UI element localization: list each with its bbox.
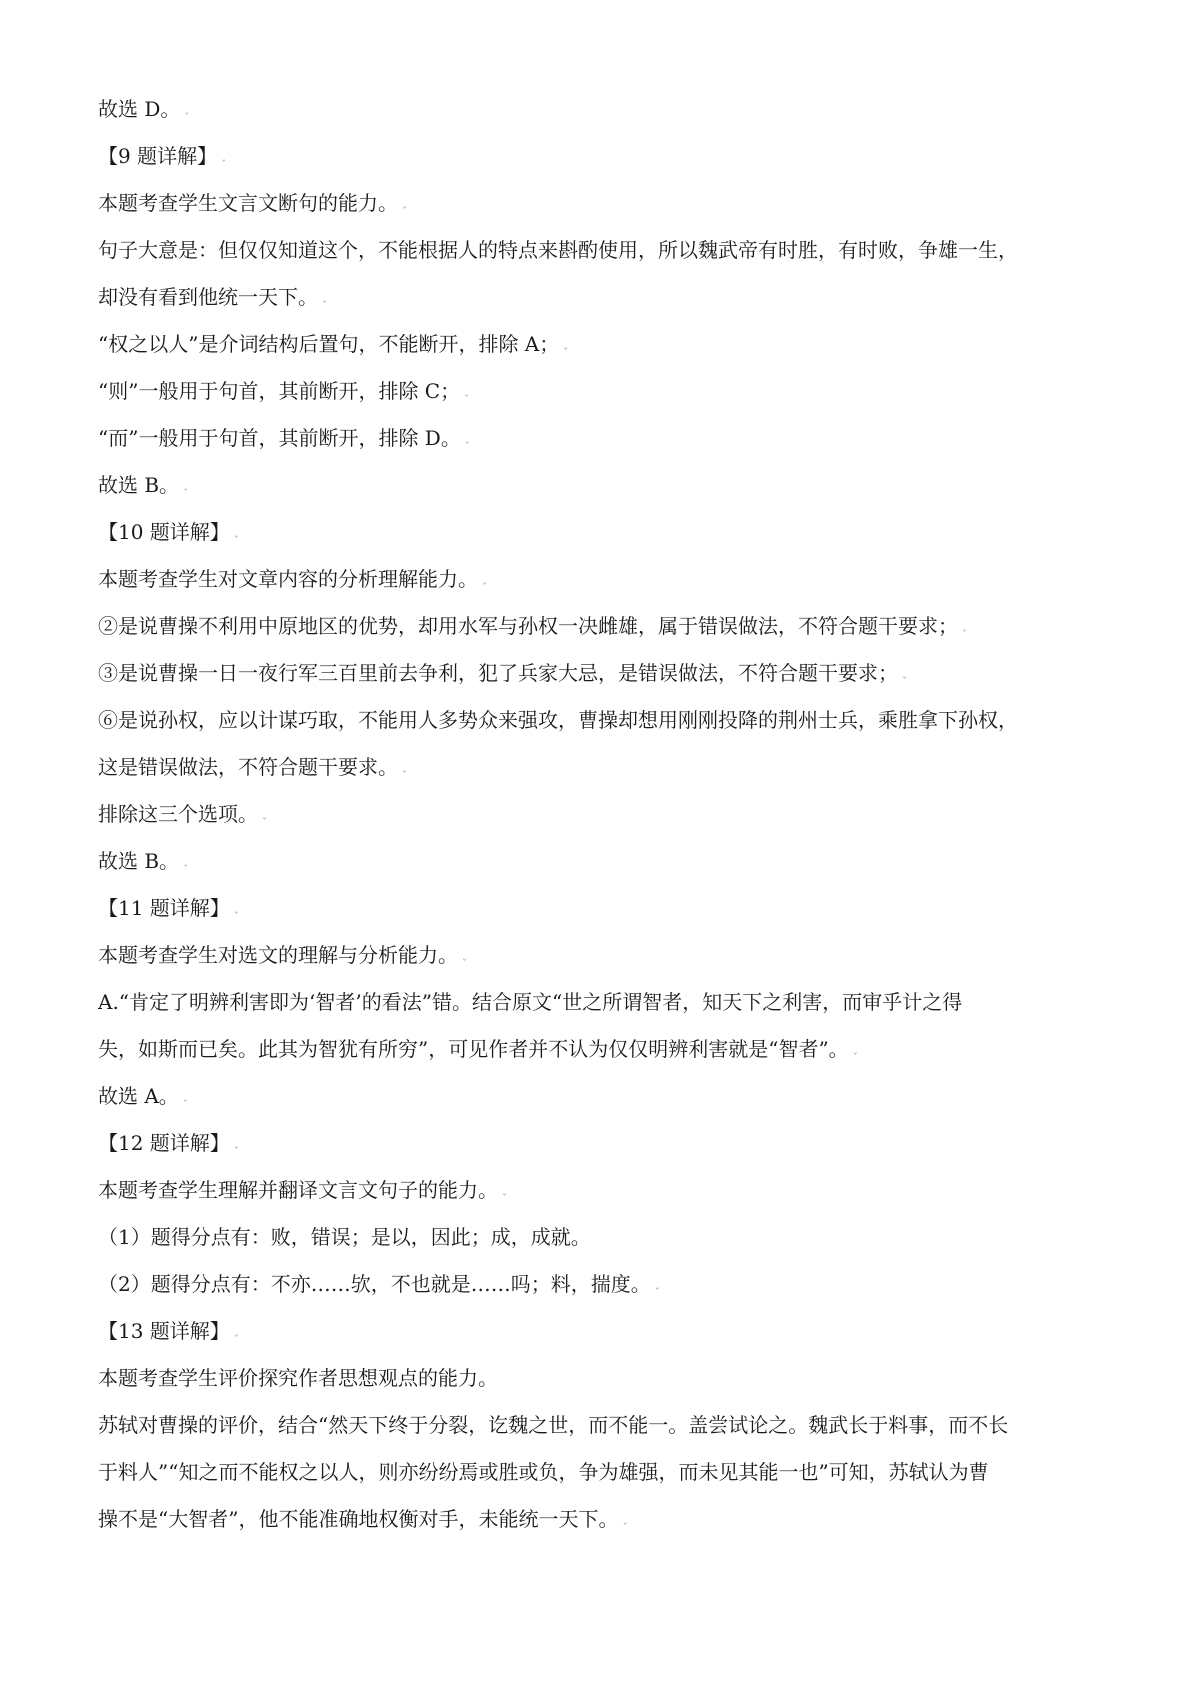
- text-line: [98, 754, 1108, 780]
- text-line: [98, 284, 1108, 310]
- line-text: 这是错误做法，不符合题干要求。: [98, 755, 398, 779]
- line-text: 故选 D。: [98, 97, 181, 121]
- paragraph-mark-icon: ˇ: [183, 864, 189, 876]
- line-text: “而”一般用于句首，其前断开，排除 D。: [98, 426, 461, 450]
- paragraph-mark-icon: ˇ: [402, 206, 407, 218]
- paragraph-mark-icon: ˇ: [852, 1052, 858, 1064]
- text-line: [98, 801, 1108, 827]
- text-line: [98, 566, 1108, 592]
- text-line: [98, 1506, 1108, 1532]
- paragraph-mark-icon: ˇ: [464, 394, 470, 406]
- text-line: [98, 1271, 1108, 1297]
- line-text: A.“肯定了明辨利害即为‘智者’的看法”错。结合原文“世之所谓智者，知天下之利害，而审乎计之得: [98, 990, 963, 1014]
- line-text: ③是说曹操一日一夜行军三百里前去争利，犯了兵家大忌，是错误做法，不符合题干要求；: [98, 661, 898, 685]
- paragraph-mark-icon: ˇ: [184, 112, 190, 124]
- paragraph-mark-icon: ˇ: [654, 1287, 660, 1299]
- paragraph-mark-icon: ˇ: [262, 817, 267, 829]
- text-line: [98, 613, 1108, 639]
- line-text: 失，如斯而已矣。此其为智犹有所穷”，可见作者并不认为仅仅明辨利害就是“智者”。: [98, 1037, 849, 1061]
- text-line: [98, 378, 1108, 404]
- text-line: [98, 1412, 1108, 1438]
- line-text: 苏轼对曹操的评价，结合“然天下终于分裂，讫魏之世，而不能一。盖尝试论之。魏武长于料事，而不长: [98, 1413, 1009, 1437]
- paragraph-mark-icon: ˇ: [402, 770, 407, 782]
- paragraph-mark-icon: ˇ: [233, 1146, 239, 1158]
- paragraph-mark-icon: ˇ: [183, 488, 189, 500]
- paragraph-mark-icon: ˇ: [563, 347, 569, 359]
- line-text: 故选 B。: [98, 473, 180, 497]
- line-text: ②是说曹操不利用中原地区的优势，却用水军与孙权一决雌雄，属于错误做法，不符合题干要求；: [98, 614, 958, 638]
- line-text: （1）题得分点有：败，错误；是以，因此；成，成就。: [98, 1225, 591, 1249]
- line-text: 故选 B。: [98, 849, 180, 873]
- line-text: 【10 题详解】: [98, 520, 230, 544]
- line-text: 【9 题详解】: [98, 144, 218, 168]
- paragraph-mark-icon: ˇ: [221, 159, 227, 171]
- text-line: [98, 989, 1108, 1015]
- paragraph-mark-icon: ˇ: [233, 1334, 239, 1346]
- line-text: 本题考查学生评价探究作者思想观点的能力。: [98, 1366, 498, 1390]
- line-text: 操不是“大智者”，他不能准确地权衡对手，未能统一天下。: [98, 1507, 619, 1531]
- text-line: [98, 472, 1108, 498]
- text-line: [98, 190, 1108, 216]
- paragraph-mark-icon: ˇ: [182, 1099, 188, 1111]
- text-line: [98, 1177, 1108, 1203]
- line-text: （2）题得分点有：不亦……欤，不也就是……吗；料，揣度。: [98, 1272, 651, 1296]
- line-text: 句子大意是：但仅仅知道这个，不能根据人的特点来斟酌使用，所以魏武帝有时胜，有时败，争雄一生，: [98, 238, 1018, 262]
- text-line: [98, 425, 1108, 451]
- text-line: [98, 1365, 1108, 1391]
- line-text: 排除这三个选项。: [98, 802, 258, 826]
- text-line: [98, 660, 1108, 686]
- paragraph-mark-icon: ˇ: [622, 1522, 628, 1534]
- section-heading: [98, 1318, 1108, 1344]
- line-text: 【13 题详解】: [98, 1319, 230, 1343]
- line-text: 本题考查学生理解并翻译文言文句子的能力。: [98, 1178, 498, 1202]
- text-line: [98, 1036, 1108, 1062]
- section-heading: [98, 143, 1108, 169]
- section-heading: [98, 519, 1108, 545]
- text-line: [98, 96, 1108, 122]
- line-text: 故选 A。: [98, 1084, 179, 1108]
- line-text: “则”一般用于句首，其前断开，排除 C；: [98, 379, 461, 403]
- text-line: [98, 942, 1108, 968]
- text-line: [98, 1224, 1108, 1250]
- paragraph-mark-icon: ˇ: [464, 441, 470, 453]
- line-text: 本题考查学生对文章内容的分析理解能力。: [98, 567, 478, 591]
- text-line: [98, 237, 1108, 263]
- text-line: [98, 1083, 1108, 1109]
- line-text: “权之以人”是介词结构后置句，不能断开，排除 A；: [98, 332, 560, 356]
- paragraph-mark-icon: ˇ: [233, 535, 239, 547]
- paragraph-mark-icon: ˇ: [962, 629, 967, 641]
- section-heading: [98, 895, 1108, 921]
- line-text: 却没有看到他统一天下。: [98, 285, 318, 309]
- paragraph-mark-icon: ˇ: [322, 300, 327, 312]
- text-line: [98, 848, 1108, 874]
- paragraph-mark-icon: ˇ: [462, 958, 467, 970]
- line-text: 于料人”“知之而不能权之以人，则亦纷纷焉或胜或负，争为雄强，而未见其能一也”可知，苏轼认为曹: [98, 1460, 989, 1484]
- text-line: [98, 1459, 1108, 1485]
- paragraph-mark-icon: ˇ: [233, 911, 239, 923]
- line-text: 【12 题详解】: [98, 1131, 230, 1155]
- paragraph-mark-icon: ˇ: [502, 1193, 507, 1205]
- paragraph-mark-icon: ˇ: [902, 676, 907, 688]
- line-text: 本题考查学生文言文断句的能力。: [98, 191, 398, 215]
- text-line: [98, 331, 1108, 357]
- line-text: ⑥是说孙权，应以计谋巧取，不能用人多势众来强攻，曹操却想用刚刚投降的荆州士兵，乘胜拿下孙权，: [98, 708, 1018, 732]
- section-heading: [98, 1130, 1108, 1156]
- paragraph-mark-icon: ˇ: [482, 582, 487, 594]
- text-line: [98, 707, 1108, 733]
- line-text: 【11 题详解】: [98, 896, 230, 920]
- line-text: 本题考查学生对选文的理解与分析能力。: [98, 943, 458, 967]
